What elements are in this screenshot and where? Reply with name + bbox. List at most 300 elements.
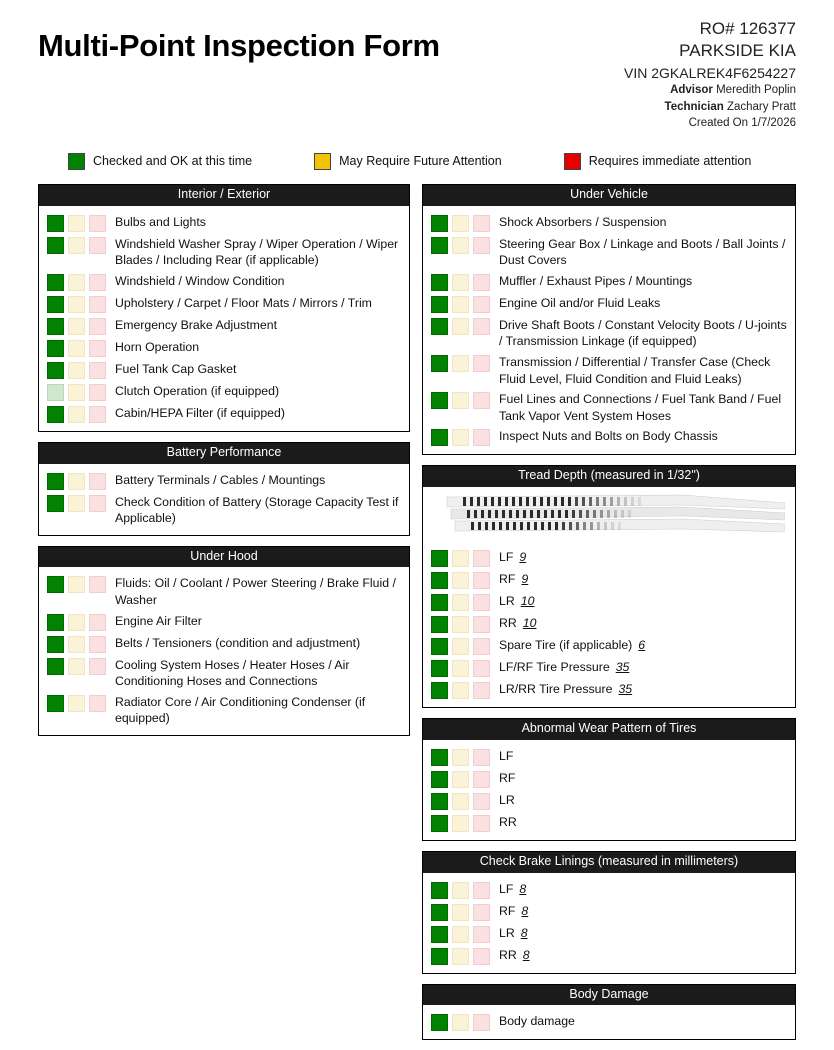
inspection-row xyxy=(39,315,409,337)
rows-interior-exterior xyxy=(39,206,409,431)
checkbox-future-attention[interactable] xyxy=(452,318,469,335)
checkbox-future-attention[interactable] xyxy=(68,296,85,313)
inspection-row-label: RR 8 xyxy=(499,947,530,962)
checkbox-future-attention[interactable] xyxy=(68,614,85,631)
checkbox-ok[interactable] xyxy=(47,362,64,379)
inspection-row xyxy=(423,790,795,812)
vin-label: VIN xyxy=(624,64,648,81)
status-checkboxes xyxy=(47,318,106,335)
inspection-row-label: Drive Shaft Boots / Constant Velocity Boots / U-joints / Transmission Linkage (if equipped) xyxy=(499,317,787,349)
checkbox-future-attention[interactable] xyxy=(452,660,469,677)
form-header xyxy=(38,18,796,131)
status-checkboxes xyxy=(47,406,106,423)
checkbox-ok[interactable] xyxy=(431,682,448,699)
measurement-value: 8 xyxy=(522,947,530,962)
section-interior-exterior xyxy=(38,184,410,432)
inspection-row-label: Fuel Lines and Connections / Fuel Tank Band / Fuel Tank Vapor Vent System Hoses xyxy=(499,392,782,423)
checkbox-ok[interactable] xyxy=(47,495,64,512)
checkbox-ok[interactable] xyxy=(431,926,448,943)
checkbox-future-attention[interactable] xyxy=(452,882,469,899)
status-checkboxes xyxy=(47,340,106,357)
checkbox-immediate-attention[interactable] xyxy=(473,948,490,965)
status-checkboxes xyxy=(431,1014,490,1031)
checkbox-ok[interactable] xyxy=(47,340,64,357)
checkbox-future-attention[interactable] xyxy=(452,749,469,766)
checkbox-future-attention[interactable] xyxy=(452,429,469,446)
inspection-row xyxy=(39,403,409,425)
status-checkboxes xyxy=(431,638,490,655)
checkbox-ok[interactable] xyxy=(431,771,448,788)
form-columns xyxy=(38,184,796,1050)
legend-swatch-yellow xyxy=(314,153,331,170)
inspection-row xyxy=(423,768,795,790)
created-on: Created On 1/7/2026 xyxy=(688,116,796,129)
legend-label-future: May Require Future Attention xyxy=(339,154,502,169)
checkbox-immediate-attention[interactable] xyxy=(89,614,106,631)
measurement-value: 6 xyxy=(638,638,646,653)
inspection-row-label: Transmission / Differential / Transfer Case (Check Fluid Level, Fluid Condition and Fluid Leaks) xyxy=(499,354,771,386)
checkbox-ok[interactable] xyxy=(47,636,64,653)
measurement-value: 8 xyxy=(521,903,529,918)
inspection-row xyxy=(423,1011,795,1033)
checkbox-immediate-attention[interactable] xyxy=(473,429,490,446)
status-checkboxes xyxy=(431,237,490,254)
legend-label-ok: Checked and OK at this time xyxy=(93,154,253,169)
right-column xyxy=(422,184,796,1050)
section-title-abnormal-wear: Abnormal Wear Pattern of Tires xyxy=(423,719,795,740)
checkbox-immediate-attention[interactable] xyxy=(89,362,106,379)
status-checkboxes xyxy=(431,948,490,965)
inspection-row xyxy=(39,470,409,492)
checkbox-ok[interactable] xyxy=(431,948,448,965)
checkbox-immediate-attention[interactable] xyxy=(473,660,490,677)
inspection-row-label: LR 10 xyxy=(499,594,535,609)
checkbox-ok[interactable] xyxy=(431,274,448,291)
inspection-row-label: LR 8 xyxy=(499,925,528,940)
technician-line xyxy=(624,100,796,115)
inspection-row-label: Cooling System Hoses / Heater Hoses / Air Conditioning Hoses and Connections xyxy=(115,657,350,689)
measurement-value: 35 xyxy=(618,682,633,697)
checkbox-immediate-attention[interactable] xyxy=(473,355,490,372)
inspection-row-label: Horn Operation xyxy=(115,339,200,354)
checkbox-ok[interactable] xyxy=(431,638,448,655)
checkbox-future-attention[interactable] xyxy=(68,473,85,490)
checkbox-future-attention[interactable] xyxy=(452,296,469,313)
inspection-row xyxy=(423,613,795,635)
checkbox-immediate-attention[interactable] xyxy=(89,636,106,653)
advisor-name: Meredith Poplin xyxy=(716,84,796,97)
inspection-row xyxy=(423,591,795,613)
checkbox-ok[interactable] xyxy=(47,576,64,593)
checkbox-immediate-attention[interactable] xyxy=(473,594,490,611)
checkbox-immediate-attention[interactable] xyxy=(89,274,106,291)
inspection-row xyxy=(39,655,409,692)
inspection-row xyxy=(423,901,795,923)
checkbox-future-attention[interactable] xyxy=(68,318,85,335)
inspection-row-label: LF 8 xyxy=(499,881,527,896)
checkbox-future-attention[interactable] xyxy=(68,362,85,379)
inspection-row-label: LF xyxy=(499,748,514,763)
inspection-row-label: Spare Tire (if applicable) 6 xyxy=(499,638,646,653)
rows-under-vehicle xyxy=(423,206,795,455)
checkbox-ok[interactable] xyxy=(431,237,448,254)
status-checkboxes xyxy=(431,215,490,232)
checkbox-future-attention[interactable] xyxy=(68,274,85,291)
checkbox-immediate-attention[interactable] xyxy=(89,495,106,512)
ro-number: 126377 xyxy=(739,19,796,38)
checkbox-ok[interactable] xyxy=(431,215,448,232)
inspection-row-label: Emergency Brake Adjustment xyxy=(115,317,277,332)
rows-body-damage xyxy=(423,1005,795,1039)
status-checkboxes xyxy=(47,495,106,512)
checkbox-immediate-attention[interactable] xyxy=(89,658,106,675)
checkbox-ok[interactable] xyxy=(431,429,448,446)
checkbox-immediate-attention[interactable] xyxy=(473,682,490,699)
inspection-row-label: Fuel Tank Cap Gasket xyxy=(115,361,237,376)
inspection-row-label: LR xyxy=(499,792,515,807)
inspection-row xyxy=(39,611,409,633)
inspection-row xyxy=(423,271,795,293)
checkbox-future-attention[interactable] xyxy=(452,1014,469,1031)
checkbox-immediate-attention[interactable] xyxy=(473,237,490,254)
checkbox-future-attention[interactable] xyxy=(452,550,469,567)
status-checkboxes xyxy=(47,576,106,593)
checkbox-future-attention[interactable] xyxy=(452,682,469,699)
checkbox-ok[interactable] xyxy=(431,882,448,899)
measurement-value: 8 xyxy=(519,881,527,896)
inspection-row xyxy=(39,234,409,271)
checkbox-ok[interactable] xyxy=(47,384,64,401)
vin-value: 2GKALREK4F6254227 xyxy=(651,64,796,81)
inspection-row xyxy=(423,293,795,315)
status-checkboxes xyxy=(431,429,490,446)
legend-item-immediate xyxy=(564,153,752,170)
section-under-vehicle xyxy=(422,184,796,456)
checkbox-ok[interactable] xyxy=(431,749,448,766)
status-checkboxes xyxy=(431,793,490,810)
checkbox-immediate-attention[interactable] xyxy=(89,318,106,335)
inspection-row xyxy=(423,679,795,701)
checkbox-ok[interactable] xyxy=(47,318,64,335)
checkbox-immediate-attention[interactable] xyxy=(473,638,490,655)
checkbox-ok[interactable] xyxy=(47,695,64,712)
legend-label-immediate: Requires immediate attention xyxy=(588,154,752,169)
status-checkboxes xyxy=(431,682,490,699)
tread-depth-illustration xyxy=(423,487,795,541)
checkbox-ok[interactable] xyxy=(431,355,448,372)
checkbox-future-attention[interactable] xyxy=(68,406,85,423)
checkbox-ok[interactable] xyxy=(431,572,448,589)
section-tread-depth xyxy=(422,465,796,708)
status-checkboxes xyxy=(47,296,106,313)
section-under-hood xyxy=(38,546,410,736)
checkbox-future-attention[interactable] xyxy=(452,594,469,611)
checkbox-immediate-attention[interactable] xyxy=(473,215,490,232)
checkbox-immediate-attention[interactable] xyxy=(473,926,490,943)
status-checkboxes xyxy=(47,614,106,631)
checkbox-immediate-attention[interactable] xyxy=(473,274,490,291)
checkbox-ok[interactable] xyxy=(431,296,448,313)
inspection-row-label: Bulbs and Lights xyxy=(115,214,206,229)
checkbox-ok[interactable] xyxy=(431,1014,448,1031)
advisor-label: Advisor xyxy=(670,84,713,97)
section-battery-performance xyxy=(38,442,410,536)
checkbox-immediate-attention[interactable] xyxy=(473,771,490,788)
inspection-row xyxy=(423,426,795,448)
checkbox-future-attention[interactable] xyxy=(452,274,469,291)
measurement-value: 10 xyxy=(522,616,537,631)
checkbox-ok[interactable] xyxy=(47,658,64,675)
inspection-row xyxy=(423,389,795,426)
rows-abnormal-wear xyxy=(423,740,795,840)
inspection-row xyxy=(39,492,409,529)
checkbox-immediate-attention[interactable] xyxy=(473,1014,490,1031)
checkbox-ok[interactable] xyxy=(47,296,64,313)
checkbox-immediate-attention[interactable] xyxy=(473,815,490,832)
checkbox-ok[interactable] xyxy=(431,550,448,567)
checkbox-immediate-attention[interactable] xyxy=(473,392,490,409)
inspection-row-label: Shock Absorbers / Suspension xyxy=(499,214,667,229)
section-title-brake-linings: Check Brake Linings (measured in millimeters) xyxy=(423,852,795,873)
section-title-interior-exterior: Interior / Exterior xyxy=(39,185,409,206)
checkbox-ok[interactable] xyxy=(47,215,64,232)
checkbox-immediate-attention[interactable] xyxy=(89,215,106,232)
measurement-value: 9 xyxy=(521,572,529,587)
status-checkboxes xyxy=(47,274,106,291)
checkbox-ok[interactable] xyxy=(47,614,64,631)
legend-swatch-green xyxy=(68,153,85,170)
advisor-line xyxy=(624,83,796,98)
section-title-under-vehicle: Under Vehicle xyxy=(423,185,795,206)
checkbox-future-attention[interactable] xyxy=(68,695,85,712)
status-checkboxes xyxy=(431,749,490,766)
status-checkboxes xyxy=(431,274,490,291)
checkbox-immediate-attention[interactable] xyxy=(89,406,106,423)
checkbox-immediate-attention[interactable] xyxy=(473,616,490,633)
inspection-row xyxy=(39,692,409,729)
checkbox-immediate-attention[interactable] xyxy=(473,550,490,567)
checkbox-future-attention[interactable] xyxy=(68,237,85,254)
status-checkboxes xyxy=(431,355,490,372)
checkbox-future-attention[interactable] xyxy=(452,793,469,810)
inspection-row-label: Check Condition of Battery (Storage Capacity Test if Applicable) xyxy=(115,494,399,526)
checkbox-future-attention[interactable] xyxy=(452,237,469,254)
checkbox-future-attention[interactable] xyxy=(68,340,85,357)
inspection-row xyxy=(423,945,795,967)
section-title-tread-depth: Tread Depth (measured in 1/32") xyxy=(423,466,795,487)
checkbox-future-attention[interactable] xyxy=(68,215,85,232)
status-checkboxes xyxy=(431,392,490,409)
section-brake-linings xyxy=(422,851,796,974)
checkbox-immediate-attention[interactable] xyxy=(89,576,106,593)
legend-item-future xyxy=(314,153,502,170)
checkbox-ok[interactable] xyxy=(47,473,64,490)
checkbox-future-attention[interactable] xyxy=(452,355,469,372)
checkbox-immediate-attention[interactable] xyxy=(473,318,490,335)
inspection-row xyxy=(423,812,795,834)
checkbox-future-attention[interactable] xyxy=(452,948,469,965)
inspection-row xyxy=(423,657,795,679)
section-body-damage xyxy=(422,984,796,1041)
checkbox-future-attention[interactable] xyxy=(452,638,469,655)
rows-brake-linings xyxy=(423,873,795,973)
checkbox-immediate-attention[interactable] xyxy=(473,904,490,921)
legend-item-ok xyxy=(68,153,252,170)
section-title-battery-performance: Battery Performance xyxy=(39,443,409,464)
inspection-row-label: RF xyxy=(499,770,516,785)
status-legend xyxy=(38,153,796,170)
checkbox-ok[interactable] xyxy=(431,793,448,810)
section-title-under-hood: Under Hood xyxy=(39,547,409,568)
inspection-row-label: Steering Gear Box / Linkage and Boots / Ball Joints / Dust Covers xyxy=(499,236,786,268)
checkbox-immediate-attention[interactable] xyxy=(89,237,106,254)
inspection-row xyxy=(423,569,795,591)
inspection-row xyxy=(423,315,795,352)
inspection-row-label: LF 9 xyxy=(499,550,527,565)
checkbox-future-attention[interactable] xyxy=(452,616,469,633)
checkbox-immediate-attention[interactable] xyxy=(89,340,106,357)
inspection-row-label: Windshield Washer Spray / Wiper Operation / Wiper Blades / Including Rear (if applicable) xyxy=(115,236,399,268)
checkbox-future-attention[interactable] xyxy=(68,636,85,653)
inspection-row-label: Muffler / Exhaust Pipes / Mountings xyxy=(499,273,693,288)
measurement-value: 10 xyxy=(520,594,535,609)
inspection-row xyxy=(39,633,409,655)
inspection-row-label: Upholstery / Carpet / Floor Mats / Mirrors / Trim xyxy=(115,295,372,310)
dealer-name: PARKSIDE KIA xyxy=(679,41,796,61)
page-title: Multi-Point Inspection Form xyxy=(38,28,440,63)
checkbox-future-attention[interactable] xyxy=(68,576,85,593)
inspection-row xyxy=(39,573,409,610)
inspection-row xyxy=(423,352,795,389)
ro-number-line xyxy=(624,18,796,40)
checkbox-future-attention[interactable] xyxy=(68,495,85,512)
status-checkboxes xyxy=(431,572,490,589)
checkbox-immediate-attention[interactable] xyxy=(473,572,490,589)
checkbox-ok[interactable] xyxy=(431,318,448,335)
checkbox-immediate-attention[interactable] xyxy=(89,473,106,490)
inspection-row xyxy=(39,271,409,293)
checkbox-immediate-attention[interactable] xyxy=(89,384,106,401)
checkbox-immediate-attention[interactable] xyxy=(473,296,490,313)
checkbox-future-attention[interactable] xyxy=(68,384,85,401)
inspection-row-label: RF 9 xyxy=(499,572,529,587)
inspection-row-label: Engine Oil and/or Fluid Leaks xyxy=(499,295,661,310)
status-checkboxes xyxy=(47,384,106,401)
checkbox-immediate-attention[interactable] xyxy=(473,882,490,899)
inspection-row-label: LR/RR Tire Pressure 35 xyxy=(499,682,633,697)
checkbox-ok[interactable] xyxy=(431,815,448,832)
inspection-row xyxy=(423,635,795,657)
checkbox-ok[interactable] xyxy=(431,392,448,409)
checkbox-immediate-attention[interactable] xyxy=(89,296,106,313)
checkbox-ok[interactable] xyxy=(431,594,448,611)
checkbox-immediate-attention[interactable] xyxy=(89,695,106,712)
checkbox-future-attention[interactable] xyxy=(452,771,469,788)
inspection-row-label: Fluids: Oil / Coolant / Power Steering / Brake Fluid / Washer xyxy=(115,576,396,608)
status-checkboxes xyxy=(431,296,490,313)
checkbox-ok[interactable] xyxy=(431,660,448,677)
inspection-row-label: RR 10 xyxy=(499,616,537,631)
status-checkboxes xyxy=(47,215,106,232)
inspection-row-label: Belts / Tensioners (condition and adjustment) xyxy=(115,635,361,650)
inspection-row-label: Clutch Operation (if equipped) xyxy=(115,383,280,398)
inspection-row xyxy=(423,923,795,945)
status-checkboxes xyxy=(431,550,490,567)
status-checkboxes xyxy=(431,904,490,921)
checkbox-ok[interactable] xyxy=(431,904,448,921)
checkbox-immediate-attention[interactable] xyxy=(473,749,490,766)
measurement-value: 8 xyxy=(520,925,528,940)
technician-name: Zachary Pratt xyxy=(726,100,796,113)
checkbox-ok[interactable] xyxy=(47,406,64,423)
status-checkboxes xyxy=(47,658,106,675)
checkbox-future-attention[interactable] xyxy=(452,926,469,943)
inspection-row-label: Radiator Core / Air Conditioning Condenser (if equipped) xyxy=(115,694,366,726)
inspection-row-label: LF/RF Tire Pressure 35 xyxy=(499,660,630,675)
status-checkboxes xyxy=(431,318,490,335)
rows-battery-performance xyxy=(39,464,409,535)
checkbox-future-attention[interactable] xyxy=(452,215,469,232)
legend-swatch-red xyxy=(564,153,581,170)
inspection-row-label: Battery Terminals / Cables / Mountings xyxy=(115,472,326,487)
inspection-row xyxy=(39,212,409,234)
inspection-row-label: Body damage xyxy=(499,1014,575,1029)
inspection-row-label: Cabin/HEPA Filter (if equipped) xyxy=(115,405,285,420)
tire-tread-image xyxy=(433,493,785,539)
checkbox-future-attention[interactable] xyxy=(452,815,469,832)
measurement-value: 35 xyxy=(615,660,630,675)
measurement-value: 9 xyxy=(519,550,527,565)
checkbox-future-attention[interactable] xyxy=(68,658,85,675)
inspection-row xyxy=(423,234,795,271)
status-checkboxes xyxy=(431,771,490,788)
status-checkboxes xyxy=(431,882,490,899)
rows-tread-depth xyxy=(423,541,795,707)
inspection-row xyxy=(423,746,795,768)
checkbox-future-attention[interactable] xyxy=(452,904,469,921)
checkbox-future-attention[interactable] xyxy=(452,392,469,409)
status-checkboxes xyxy=(431,616,490,633)
status-checkboxes xyxy=(431,594,490,611)
ro-label: RO# xyxy=(699,19,735,38)
section-title-body-damage: Body Damage xyxy=(423,985,795,1006)
status-checkboxes xyxy=(47,237,106,254)
vin-line xyxy=(624,64,796,82)
status-checkboxes xyxy=(431,926,490,943)
inspection-row xyxy=(423,879,795,901)
inspection-row-label: RF 8 xyxy=(499,903,529,918)
status-checkboxes xyxy=(431,660,490,677)
inspection-row-label: Windshield / Window Condition xyxy=(115,273,285,288)
inspection-row-label: RR xyxy=(499,814,517,829)
checkbox-ok[interactable] xyxy=(47,237,64,254)
checkbox-future-attention[interactable] xyxy=(452,572,469,589)
inspection-row xyxy=(39,359,409,381)
status-checkboxes xyxy=(47,362,106,379)
rows-under-hood xyxy=(39,567,409,735)
header-details xyxy=(624,18,796,131)
inspection-row xyxy=(423,547,795,569)
checkbox-ok[interactable] xyxy=(47,274,64,291)
inspection-row xyxy=(39,293,409,315)
inspection-row-label: Inspect Nuts and Bolts on Body Chassis xyxy=(499,429,718,444)
status-checkboxes xyxy=(47,695,106,712)
checkbox-ok[interactable] xyxy=(431,616,448,633)
checkbox-immediate-attention[interactable] xyxy=(473,793,490,810)
inspection-row xyxy=(39,381,409,403)
section-abnormal-wear xyxy=(422,718,796,841)
inspection-row-label: Engine Air Filter xyxy=(115,613,202,628)
